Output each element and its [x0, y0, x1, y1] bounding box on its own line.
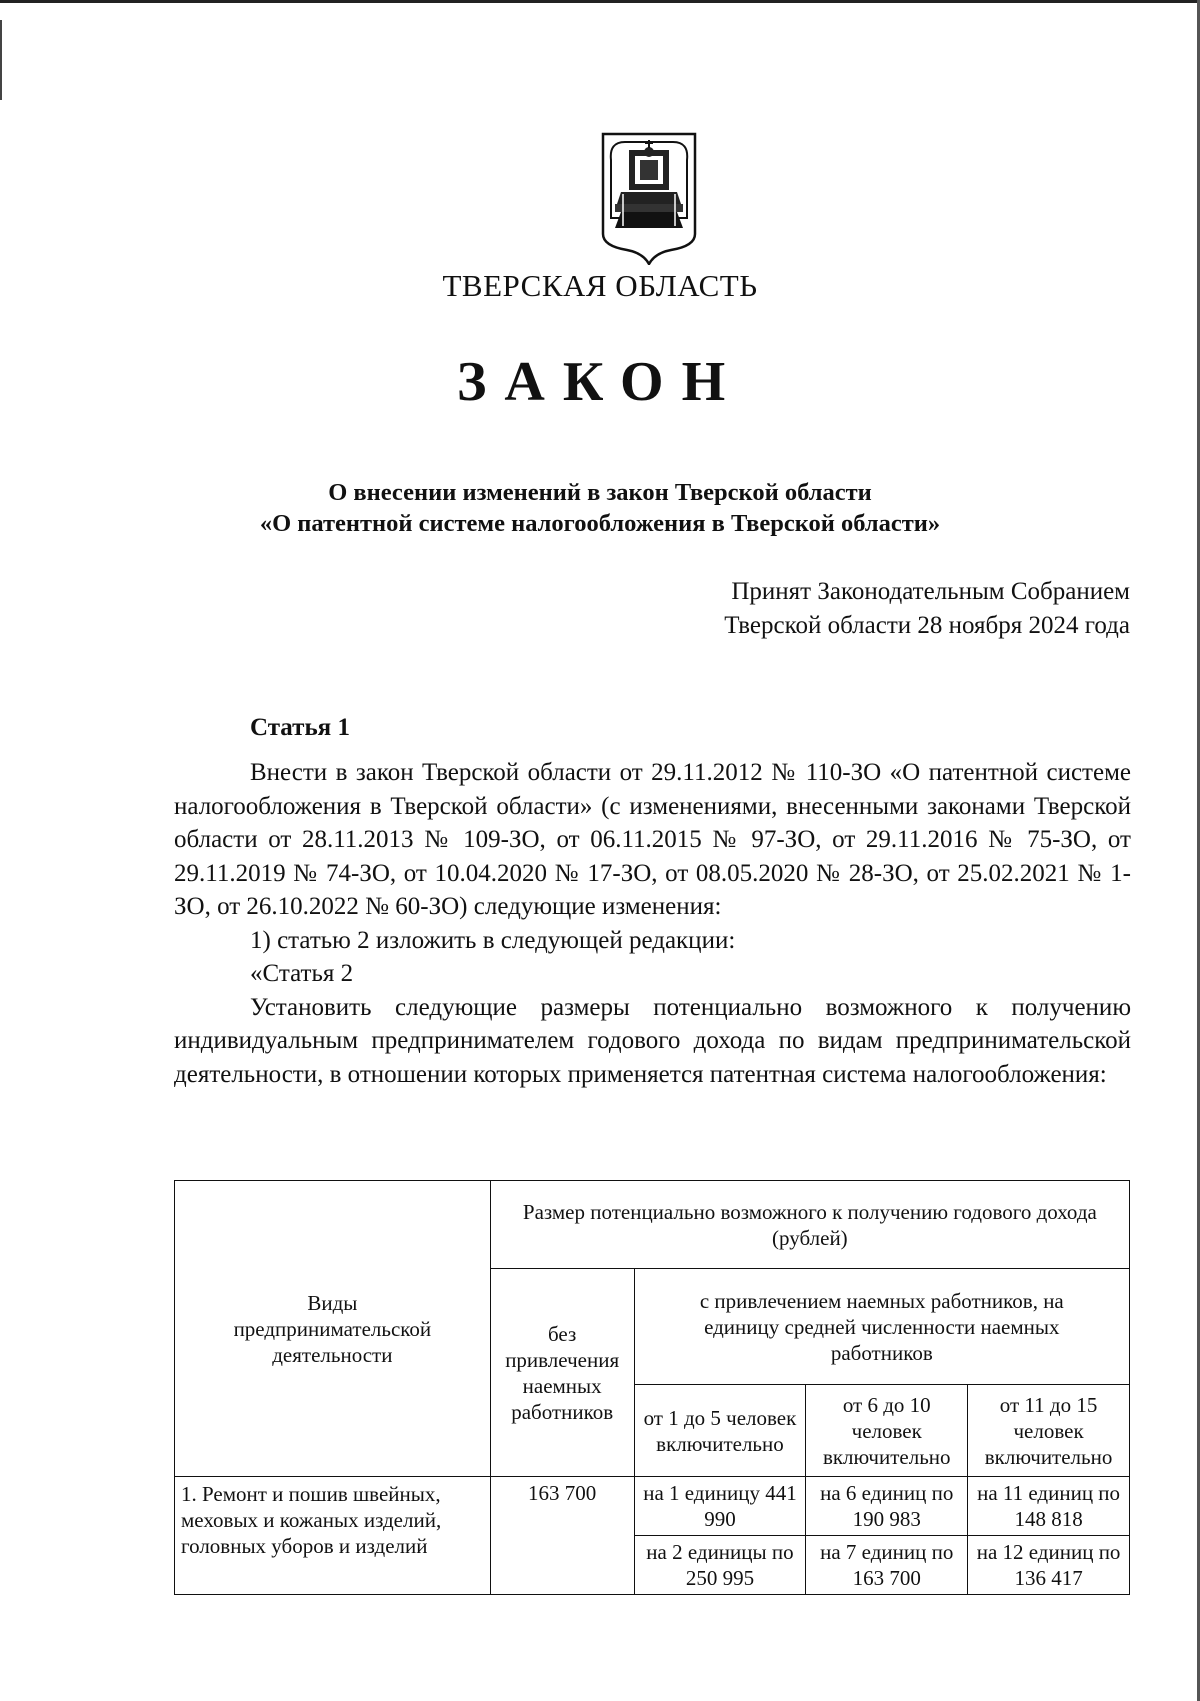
table-header-row — [175, 1181, 1130, 1269]
income-cell: на 7 единиц по 163 700 — [806, 1536, 968, 1595]
document-type: ЗАКОН — [456, 351, 744, 413]
article-paragraph: «Статья 2 — [250, 960, 354, 987]
header-activity-kinds: Виды предпринимательской деятельности — [175, 1181, 491, 1477]
activity-kind-cell: 1. Ремонт и пошив швейных, меховых и кожаных изделий, головных уборов и изделий — [175, 1477, 491, 1595]
scan-border-top — [0, 0, 1200, 3]
income-cell: на 1 единицу 441 990 — [634, 1477, 806, 1536]
header-11-to-15: от 11 до 15 человек включительно — [968, 1385, 1130, 1477]
region-name: ТВЕРСКАЯ ОБЛАСТЬ — [442, 268, 758, 303]
article-paragraph: 1) статью 2 изложить в следующей редакции: — [250, 926, 736, 954]
income-cell: на 11 единиц по 148 818 — [968, 1477, 1130, 1536]
article-body — [174, 756, 1131, 1091]
tver-coat-of-arms-icon — [599, 130, 699, 265]
adoption-note — [724, 575, 1130, 643]
article-paragraph: Внести в закон Тверской области от 29.11.2012 № 110-ЗО «О патентной системе налогообложения в Тверской области» (с изменениями, внесенными законами Тверской области от 28.11.2013 № 109-ЗО, от 06.11.2015 № 97-ЗО, от 29.11.2016 № 75-ЗО, от 29.11.2019 № 74-ЗО, от 10.04.2020 № 17-ЗО, от 08.05.2020 № 28-ЗО, от 25.02.2021 № 1-ЗО, от 26.10.2022 № 60-ЗО) следующие изменения: — [174, 759, 1131, 920]
law-subject-line-1: О внесении изменений в закон Тверской области — [328, 479, 872, 506]
adoption-line-2: Тверской области 28 ноября 2024 года — [724, 612, 1130, 639]
no-workers-income-cell: 163 700 — [490, 1477, 634, 1595]
header-6-to-10: от 6 до 10 человек включительно — [806, 1385, 968, 1477]
law-subject — [0, 477, 1200, 539]
header-income-size: Размер потенциально возможного к получению годового дохода (рублей) — [490, 1181, 1129, 1269]
scan-mark-left — [0, 20, 2, 100]
income-cell: на 2 единицы по 250 995 — [634, 1536, 806, 1595]
header-no-workers: без привлечения наемных работников — [490, 1269, 634, 1477]
income-cell: на 6 единиц по 190 983 — [806, 1477, 968, 1536]
income-table — [174, 1180, 1130, 1595]
header-with-workers: с привлечением наемных работников, на единицу средней численности наемных работников — [634, 1269, 1129, 1385]
income-cell: на 12 единиц по 136 417 — [968, 1536, 1130, 1595]
article-paragraph: Установить следующие размеры потенциально возможного к получению индивидуальным предпринимателем годового дохода по видам предпринимательской деятельности, в отношении которых применяется патентная система налогообложения: — [174, 993, 1131, 1088]
table-row — [175, 1477, 1130, 1536]
law-subject-line-2: «О патентной системе налогообложения в Тверской области» — [259, 510, 941, 537]
article-heading: Статья 1 — [250, 714, 350, 741]
header-1-to-5: от 1 до 5 человек включительно — [634, 1385, 806, 1477]
adoption-line-1: Принят Законодательным Собранием — [731, 578, 1130, 605]
